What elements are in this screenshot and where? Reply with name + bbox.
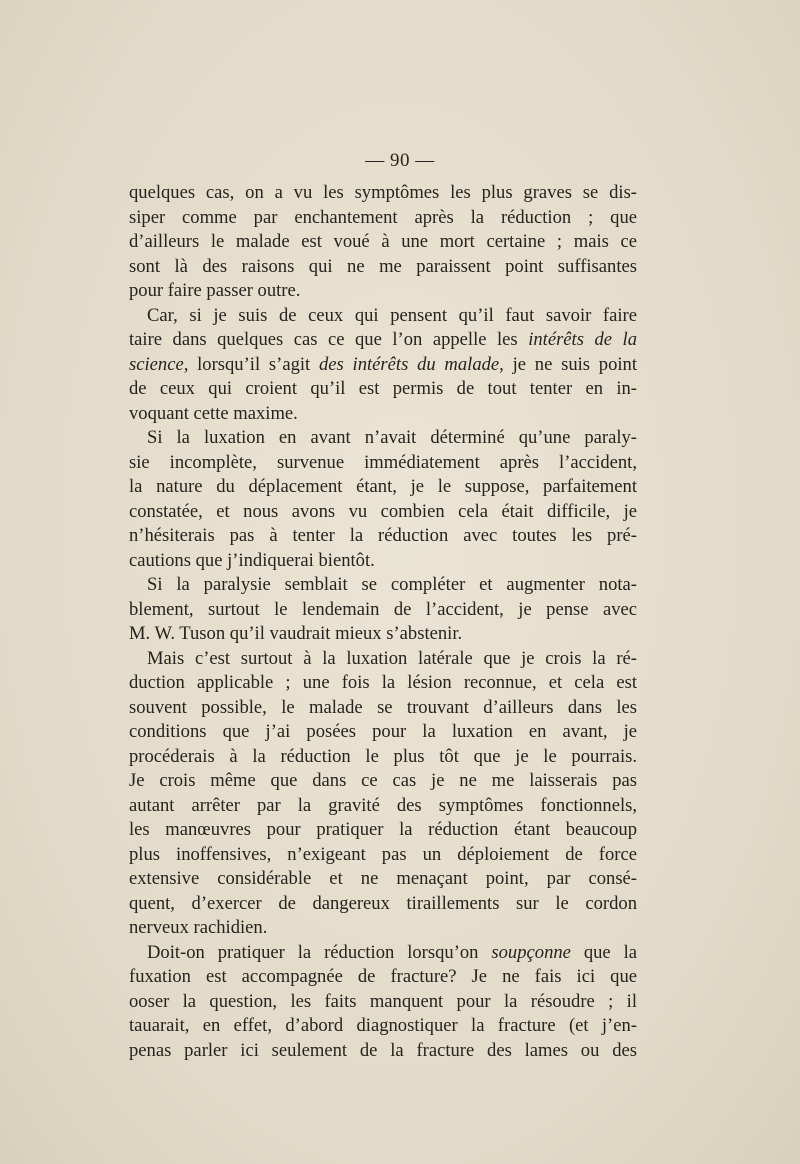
text-line xyxy=(129,549,637,574)
text-line xyxy=(129,647,637,672)
text-line xyxy=(129,818,637,843)
text-segment: conditions que j’ai posées pour la luxation en avant, je xyxy=(129,721,637,742)
text-line xyxy=(129,892,637,917)
text-line xyxy=(129,941,637,966)
text-segment: quelques cas, on a vu les symptômes les plus graves se dis- xyxy=(129,182,637,203)
text-line xyxy=(129,720,637,745)
text-line xyxy=(129,328,637,353)
text-segment: Si la luxation en avant n’avait déterminé qu’une paraly- xyxy=(147,427,637,448)
text-segment: M. W. Tuson qu’il vaudrait mieux s’abstenir. xyxy=(129,623,463,644)
text-segment: de ceux qui croient qu’il est permis de tout tenter en in- xyxy=(129,378,637,399)
text-segment: penas parler ici seulement de la fracture des lames ou des xyxy=(129,1039,637,1061)
text-line xyxy=(129,696,637,721)
text-segment: blement, surtout le lendemain de l’accident, je pense avec xyxy=(129,598,637,620)
italic-phrase: science, xyxy=(129,353,189,375)
page-number: — 90 — xyxy=(365,150,435,171)
text-segment: constatée, et nous avons vu combien cela était difficile, je xyxy=(129,500,637,522)
text-segment: Si la paralysie semblait se compléter et augmenter nota- xyxy=(147,574,637,595)
text-segment: sie incomplète, survenue immédiatement après l’accident, xyxy=(129,451,637,473)
italic-phrase: intérêts de la xyxy=(528,329,637,350)
text-line xyxy=(129,402,637,427)
text-line xyxy=(129,794,637,819)
text-line xyxy=(129,598,637,623)
text-segment: Mais c’est surtout à la luxation latérale que je crois la ré- xyxy=(147,647,637,669)
text-segment: taire dans quelques cas ce que l’on appelle les xyxy=(129,329,529,350)
text-segment: autant arrêter par la gravité des symptômes fonctionnels, xyxy=(129,794,637,816)
text-line xyxy=(129,426,637,451)
text-segment: d’ailleurs le malade est voué à une mort certaine ; mais ce xyxy=(129,231,637,252)
text-segment: souvent possible, le malade se trouvant d’ailleurs dans les xyxy=(129,696,637,718)
text-segment: n’hésiterais pas à tenter la réduction avec toutes les pré- xyxy=(129,525,637,546)
text-segment: tauarait, en effet, d’abord diagnostiquer la fracture (et j’en- xyxy=(129,1015,637,1036)
text-segment: siper comme par enchantement après la réduction ; que xyxy=(129,206,637,228)
text-segment: Car, si je suis de ceux qui pensent qu’il faut savoir faire xyxy=(147,304,637,326)
text-line xyxy=(129,1014,637,1039)
text-line xyxy=(129,255,637,280)
body-text xyxy=(129,181,637,1063)
text-line xyxy=(129,353,637,378)
text-line xyxy=(129,990,637,1015)
text-segment: que la xyxy=(570,941,637,963)
text-line xyxy=(129,230,637,255)
text-segment: pour faire passer outre. xyxy=(129,280,301,301)
text-line xyxy=(129,843,637,868)
text-segment: procéderais à la réduction le plus tôt que je le pourrais. xyxy=(129,745,637,767)
text-segment: quent, d’exercer de dangereux tiraillements sur le cordon xyxy=(129,892,637,914)
text-line xyxy=(129,377,637,402)
text-line xyxy=(129,475,637,500)
text-line xyxy=(129,965,637,990)
text-segment: cautions que j’indiquerai bientôt. xyxy=(129,549,375,571)
italic-phrase: soupçonne xyxy=(491,941,571,963)
text-segment: fuxation est accompagnée de fracture? Je ne fais ici que xyxy=(129,966,637,987)
text-line xyxy=(129,573,637,598)
text-line xyxy=(129,206,637,231)
text-line xyxy=(129,181,637,206)
text-segment: extensive considérable et ne menaçant point, par consé- xyxy=(129,868,637,889)
text-line xyxy=(129,916,637,941)
text-segment: la nature du déplacement étant, je le suppose, parfaitement xyxy=(129,476,637,497)
text-line xyxy=(129,500,637,525)
text-line xyxy=(129,1039,637,1064)
text-segment: je ne suis point xyxy=(503,353,638,375)
text-line xyxy=(129,451,637,476)
text-segment: nerveux rachidien. xyxy=(129,917,268,938)
text-segment: voquant cette maxime. xyxy=(129,402,298,424)
text-line xyxy=(129,279,637,304)
text-line xyxy=(129,524,637,549)
text-line xyxy=(129,745,637,770)
text-segment: sont là des raisons qui ne me paraissent point suffisantes xyxy=(129,255,637,277)
italic-phrase: des intérêts du malade, xyxy=(318,353,504,375)
text-segment: ooser la question, les faits manquent pour la résoudre ; il xyxy=(129,990,637,1012)
text-segment: lorsqu’il s’agit xyxy=(188,353,319,375)
text-segment: les manœuvres pour pratiquer la réduction étant beaucoup xyxy=(129,819,637,840)
text-segment: plus inoffensives, n’exigeant pas un déploiement de force xyxy=(129,843,637,865)
text-line xyxy=(129,867,637,892)
text-line xyxy=(129,769,637,794)
text-line xyxy=(129,304,637,329)
text-line xyxy=(129,622,637,647)
text-segment: Je crois même que dans ce cas je ne me laisserais pas xyxy=(129,770,637,791)
text-line xyxy=(129,671,637,696)
text-segment: Doit-on pratiquer la réduction lorsqu’on xyxy=(147,941,492,963)
text-segment: duction applicable ; une fois la lésion reconnue, et cela est xyxy=(129,672,637,693)
